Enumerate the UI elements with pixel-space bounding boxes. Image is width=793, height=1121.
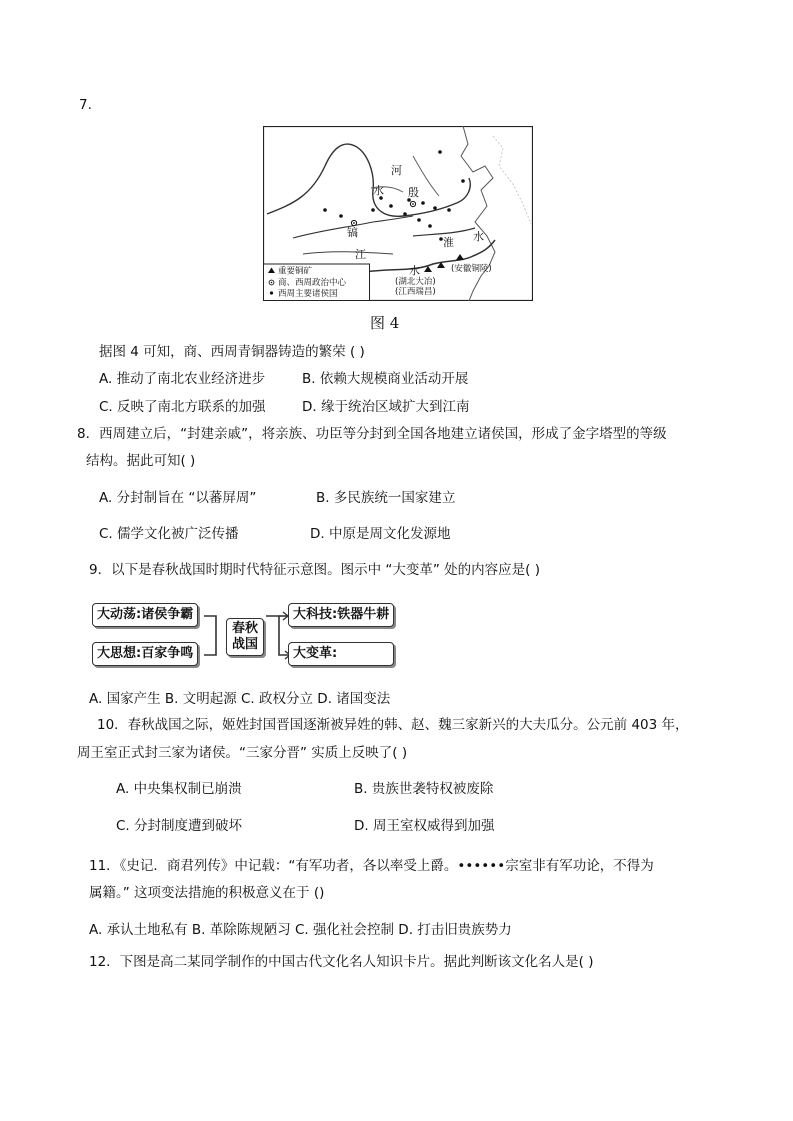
q8-stem-line2: 结构。据此可知( )	[86, 453, 196, 469]
q10-stem-line1: 10．春秋战国之际，姬姓封国晋国逐渐被异姓的韩、赵、魏三家新兴的大夫瓜分。公元前 403 年，	[97, 717, 689, 733]
q7-option-d: D. 缘于统治区域扩大到江南	[302, 399, 470, 415]
label-jiang: 江	[355, 248, 366, 261]
q10-option-c: C. 分封制度遭到破坏	[116, 818, 243, 834]
q10-option-d: D. 周王室权威得到加强	[354, 818, 495, 834]
box-right-bottom-label: 大变革:	[293, 646, 338, 661]
label-hubei: (湖北大冶)	[395, 277, 436, 287]
label-anhui: (安徽铜陵)	[451, 264, 492, 274]
q9-stem: 9．以下是春秋战国时期时代特征示意图。图示中 “大变革” 处的内容应是( )	[89, 562, 540, 578]
box-center	[226, 618, 264, 656]
label-he: 河	[391, 164, 402, 177]
q8-option-a: A. 分封制旨在 “以蕃屏周”	[99, 490, 257, 506]
map-legend	[264, 264, 370, 301]
label-shui: 水	[373, 184, 384, 197]
figure-caption: 图 4	[370, 314, 400, 332]
q7-option-a: A. 推动了南北农业经济进步	[99, 371, 266, 387]
bronze-map	[263, 126, 533, 301]
q7-stem: 据图 4 可知，商、西周青铜器铸造的繁荣 ( )	[99, 344, 365, 360]
label-jiang-shui: 水	[409, 264, 420, 277]
q12-stem: 12．下图是高二某同学制作的中国古代文化名人知识卡片。据此判断该文化名人是( )	[89, 954, 594, 970]
box-center-line2: 战国	[232, 637, 259, 652]
q7-number: 7.	[79, 97, 92, 113]
q11-options: A. 承认土地私有 B. 革除陈规陋习 C. 强化社会控制 D. 打击旧贵族势力	[89, 922, 512, 938]
q11-stem-line1: 11．《史记．商君列传》中记载：“有军功者，各以率受上爵。••••••宗室非有军功论，不得为	[89, 858, 654, 874]
label-hao: 镐	[347, 226, 358, 239]
era-features-diagram	[92, 600, 394, 672]
q9-options: A. 国家产生 B. 文明起源 C. 政权分立 D. 诸国变法	[89, 691, 391, 707]
label-huai-shui: 水	[473, 230, 484, 243]
label-jiangxi: (江西瑞昌)	[395, 287, 436, 297]
box-center-line1: 春秋	[232, 621, 259, 636]
box-left-top: 大动荡:诸侯争霸	[92, 603, 198, 627]
q10-option-b: B. 贵族世袭特权被废除	[354, 781, 494, 797]
q10-stem-line2: 周王室正式封三家为诸侯。“三家分晋” 实质上反映了( )	[77, 745, 408, 761]
label-yin: 殷	[408, 186, 419, 199]
legend-capital: 商、西周政治中心	[278, 278, 347, 288]
q7-option-b: B. 依赖大规模商业活动开展	[302, 371, 469, 387]
box-right-top: 大科技:铁器牛耕	[288, 603, 394, 627]
label-huai: 淮	[443, 236, 454, 249]
box-right-bottom	[288, 642, 394, 666]
q8-option-d: D. 中原是周文化发源地	[310, 526, 451, 542]
legend-copper: 重要铜矿	[278, 266, 313, 277]
q7-option-c: C. 反映了南北方联系的加强	[99, 399, 266, 415]
box-left-bottom: 大思想:百家争鸣	[92, 642, 198, 666]
q8-option-b: B. 多民族统一国家建立	[316, 490, 456, 506]
q11-stem-line2: 属籍。” 这项变法措施的积极意义在于 ()	[89, 885, 325, 901]
legend-states: 西周主要诸侯国	[278, 289, 338, 299]
q10-option-a: A. 中央集权制已崩溃	[116, 781, 242, 797]
q8-stem-line1: 8．西周建立后，“封建亲戚”，将亲族、功臣等分封到全国各地建立诸侯国，形成了金字塔型的等级	[77, 426, 667, 442]
q8-option-c: C. 儒学文化被广泛传播	[99, 526, 239, 542]
